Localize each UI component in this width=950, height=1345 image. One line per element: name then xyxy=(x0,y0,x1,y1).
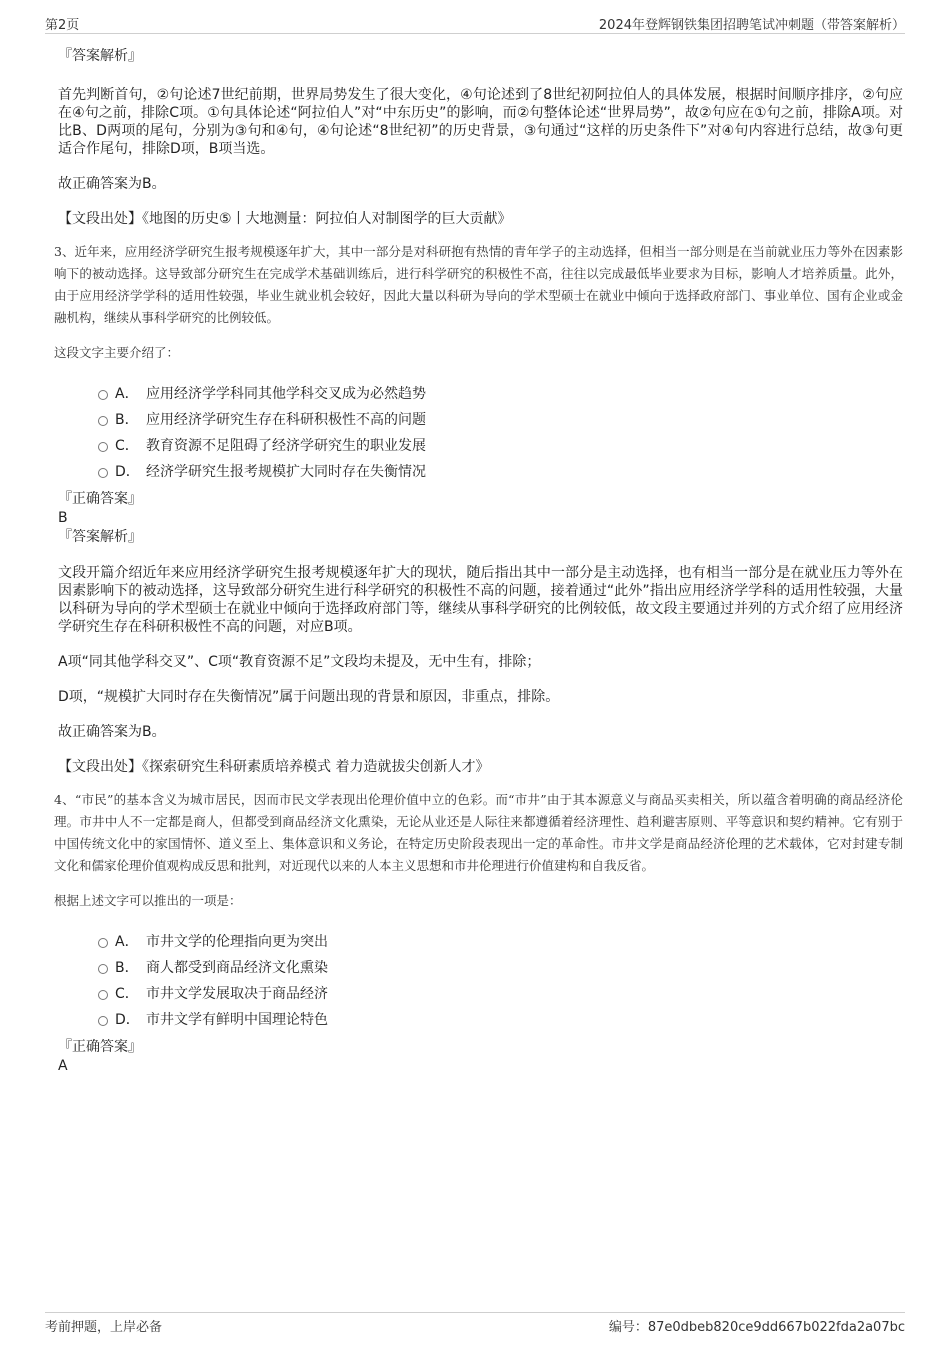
page-content xyxy=(54,40,903,1075)
question-4-options xyxy=(58,929,903,1033)
answer-analysis-label: 『答案解析』 xyxy=(58,48,142,64)
answer-exclusion-ac: A项“同其他学科交叉”、C项“教育资源不足”文段均未提及，无中生有，排除； xyxy=(58,654,541,670)
question-3-prompt: 这段文字主要介绍了： xyxy=(54,345,180,360)
option-d[interactable]: D． 市井文学有鲜明中国理论特色 xyxy=(58,1007,903,1033)
page-number: 第2页 xyxy=(45,18,80,33)
radio-icon[interactable] xyxy=(98,964,108,974)
option-c[interactable]: C． 教育资源不足阻碍了经济学研究生的职业发展 xyxy=(58,433,903,459)
correct-answer-value: A xyxy=(58,1058,68,1074)
answer-exclusion-d: D项，“规模扩大同时存在失衡情况”属于问题出现的背景和原因，非重点，排除。 xyxy=(58,689,560,705)
option-b[interactable]: B． 应用经济学研究生存在科研积极性不高的问题 xyxy=(58,407,903,433)
question-3-passage: 3、近年来，应用经济学研究生报考规模逐年扩大，其中一部分是对科研抱有热情的青年学子的主动选择，但相当一部分则是在当前就业压力等外在因素影响下的被动选择。这导致部分研究生在完成学术基础训练后，进行科学研究的积极性不高，往往以完成最低毕业要求为目标，影响人才培养质量。此外，由于应用经济学学科的适用性较强，毕业生就业机会较好，因此大量以科研为导向的学术型硕士在就业中倾向于选择政府部门、事业单位、国有企业或金融机构，继续从事科学研究的比例较低。 xyxy=(54,244,903,325)
answer-conclusion: 故正确答案为B。 xyxy=(58,176,166,192)
radio-icon[interactable] xyxy=(98,938,108,948)
document-serial: 编号：87e0dbeb820ce9dd667b022fda2a07bc xyxy=(608,1320,905,1335)
radio-icon[interactable] xyxy=(98,416,108,426)
answer-analysis-text: 首先判断首句，②句论述7世纪前期，世界局势发生了很大变化，④句论述到了8世纪初阿拉伯人的具体发展，根据时间顺序排序，②句应在④句之前，排除C项。①句具体论述“阿拉伯人”对“中东历史”的影响，而②句整体论述“世界局势”，故②句应在①句之前，排除A项。对比B、D两项的尾句，分别为③句和④句，④句论述“8世纪初”的历史背景，③句通过“这样的历史条件下”对④句内容进行总结，故③句更适合作尾句，排除D项，B项当选。 xyxy=(58,87,903,157)
answer-conclusion: 故正确答案为B。 xyxy=(58,724,166,740)
question-3-options xyxy=(58,381,903,485)
correct-answer-label: 『正确答案』 xyxy=(58,491,142,507)
radio-icon[interactable] xyxy=(98,442,108,452)
option-a[interactable]: A． 应用经济学学科同其他学科交叉成为必然趋势 xyxy=(58,381,903,407)
correct-answer-value: B xyxy=(58,510,68,526)
radio-icon[interactable] xyxy=(98,390,108,400)
page-header xyxy=(45,0,905,34)
question-4-passage: 4、“市民”的基本含义为城市居民，因而市民文学表现出伦理价值中立的色彩。而“市井”由于其本源意义与商品买卖相关，所以蕴含着明确的商品经济伦理。市井中人不一定都是商人，但都受到商品经济文化熏染，无论从业还是人际往来都遵循着经济理性、趋利避害原则、平等意识和契约精神。它有别于中国传统文化中的家国情怀、道义至上、集体意识和义务论，在特定历史阶段表现出一定的革命性。市井文学是商品经济伦理的艺术载体，它对封建专制文化和儒家伦理价值观构成反思和批判，对近现代以来的人本主义思想和市井伦理进行价值建构和自我反省。 xyxy=(54,792,903,873)
document-title: 2024年登辉钢铁集团招聘笔试冲刺题（带答案解析） xyxy=(598,18,905,33)
option-c[interactable]: C． 市井文学发展取决于商品经济 xyxy=(58,981,903,1007)
correct-answer-label: 『正确答案』 xyxy=(58,1039,142,1055)
page-footer xyxy=(45,1312,905,1338)
radio-icon[interactable] xyxy=(98,990,108,1000)
passage-source: 【文段出处】《地图的历史⑤丨大地测量：阿拉伯人对制图学的巨大贡献》 xyxy=(58,211,512,227)
answer-analysis-text: 文段开篇介绍近年来应用经济学研究生报考规模逐年扩大的现状，随后指出其中一部分是主动选择，也有相当一部分是在就业压力等外在因素影响下的被动选择，这导致部分研究生进行科学研究的积极性不高的问题，接着通过“此外”指出应用经济学学科的适用性较强，大量以科研为导向的学术型硕士在就业中倾向于选择政府部门等，继续从事科学研究的比例较低，故文段主要通过并列的方式介绍了应用经济学研究生存在科研积极性不高的问题，对应B项。 xyxy=(58,565,903,635)
passage-source: 【文段出处】《探索研究生科研素质培养模式 着力造就拔尖创新人才》 xyxy=(58,759,490,775)
option-a[interactable]: A． 市井文学的伦理指向更为突出 xyxy=(58,929,903,955)
answer-analysis-label: 『答案解析』 xyxy=(58,529,142,545)
footer-slogan: 考前押题，上岸必备 xyxy=(45,1320,163,1335)
radio-icon[interactable] xyxy=(98,468,108,478)
option-b[interactable]: B． 商人都受到商品经济文化熏染 xyxy=(58,955,903,981)
question-4-prompt: 根据上述文字可以推出的一项是： xyxy=(54,893,242,908)
option-d[interactable]: D． 经济学研究生报考规模扩大同时存在失衡情况 xyxy=(58,459,903,485)
radio-icon[interactable] xyxy=(98,1016,108,1026)
